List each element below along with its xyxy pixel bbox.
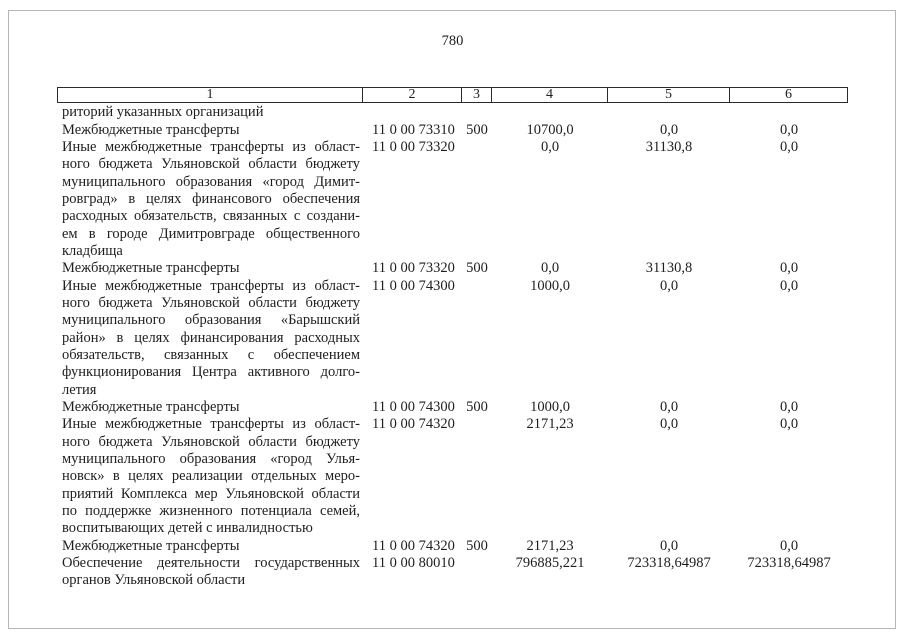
- table-row: [57, 139, 848, 260]
- table-row: [57, 104, 848, 121]
- table-row: [57, 260, 848, 277]
- item-name-line: Иные межбюджетные трансферты из област-: [62, 416, 360, 433]
- item-name-line: новск» в целях реализации отдельных меро-: [62, 468, 360, 485]
- column-number-6: 6: [785, 87, 792, 102]
- item-name: [62, 122, 360, 139]
- column-number-1: 1: [58, 88, 363, 102]
- column-number-5: 5: [608, 88, 730, 102]
- item-name-line: ного бюджета Ульяновской области бюджету: [62, 156, 360, 173]
- item-name: [62, 416, 360, 537]
- column-number-3: 3: [462, 88, 492, 102]
- target-article-code: 11 0 00 74300: [372, 398, 455, 415]
- amount-column-4: 10700,0: [526, 121, 574, 138]
- item-name: [62, 260, 360, 277]
- item-name-line: Иные межбюджетные трансферты из област-: [62, 138, 360, 155]
- item-name-line: органов Ульяновской области: [62, 572, 246, 589]
- table-row: [57, 278, 848, 399]
- item-name-line: летия: [62, 381, 97, 398]
- item-name: [62, 139, 360, 260]
- amount-column-5: 31130,8: [645, 260, 693, 277]
- item-name-line: расходных обязательств, связанных с создани-: [62, 208, 360, 225]
- item-name-line: Межбюджетные трансферты: [62, 121, 240, 138]
- item-name-line: кладбища: [62, 242, 123, 259]
- column-number-2: 2: [363, 88, 462, 102]
- item-name-line: Обеспечение деятельности государственных: [62, 554, 360, 571]
- item-name-line: муниципального образования «город Улья-: [62, 450, 360, 467]
- table-row: [57, 122, 848, 139]
- amount-column-4: 0,0: [540, 138, 560, 155]
- table-body: [57, 104, 848, 589]
- item-name-line: ного бюджета Ульяновской области бюджету: [62, 294, 360, 311]
- amount-column-4: 1000,0: [530, 398, 570, 415]
- amount-column-6: 723318,64987: [747, 554, 831, 571]
- target-article-code: 11 0 00 73310: [372, 121, 455, 138]
- item-name: [62, 278, 360, 399]
- amount-column-4: 1000,0: [530, 277, 570, 294]
- table-row: [57, 555, 848, 590]
- item-name-line: обязательств, связанных с обеспечением: [62, 346, 360, 363]
- amount-column-4: 0,0: [540, 260, 560, 277]
- amount-column-5: 0,0: [659, 537, 679, 554]
- amount-column-4: 2171,23: [526, 416, 574, 433]
- item-name-line: ем в городе Димитровграде общественного: [62, 225, 360, 242]
- item-name-line: Межбюджетные трансферты: [62, 398, 240, 415]
- item-name-line: Межбюджетные трансферты: [62, 260, 240, 277]
- amount-column-6: 0,0: [779, 398, 799, 415]
- item-name-line: район» в целях финансирования расходных: [62, 329, 360, 346]
- amount-column-5: 723318,64987: [627, 554, 711, 571]
- item-name: [62, 555, 360, 590]
- amount-column-5: 31130,8: [645, 138, 693, 155]
- expense-type-code: 500: [466, 398, 488, 415]
- item-name: [62, 538, 360, 555]
- item-name: [62, 399, 360, 416]
- table-row: [57, 538, 848, 555]
- amount-column-6: 0,0: [779, 121, 799, 138]
- column-number-4: 4: [492, 88, 608, 102]
- target-article-code: 11 0 00 74320: [372, 416, 455, 433]
- amount-column-4: 796885,221: [515, 554, 585, 571]
- amount-column-6: 0,0: [779, 537, 799, 554]
- item-name-line: по поддержке жизненного потенциала семей,: [62, 502, 360, 519]
- amount-column-5: 0,0: [659, 398, 679, 415]
- item-name-line: муниципального образования «город Димит-: [62, 173, 360, 190]
- item-name-line: Иные межбюджетные трансферты из област-: [62, 277, 360, 294]
- item-name-line: риторий указанных организаций: [62, 104, 264, 121]
- amount-column-4: 2171,23: [526, 537, 574, 554]
- item-name: [62, 104, 360, 121]
- item-name-line: Межбюджетные трансферты: [62, 537, 240, 554]
- target-article-code: 11 0 00 74320: [372, 537, 455, 554]
- target-article-code: 11 0 00 74300: [372, 277, 455, 294]
- target-article-code: 11 0 00 80010: [372, 554, 455, 571]
- table-row: [57, 399, 848, 416]
- target-article-code: 11 0 00 73320: [372, 138, 455, 155]
- expense-type-code: 500: [466, 121, 488, 138]
- expense-type-code: 500: [466, 260, 488, 277]
- amount-column-6: 0,0: [779, 138, 799, 155]
- target-article-code: 11 0 00 73320: [372, 260, 455, 277]
- item-name-line: приятий Комплекса мер Ульяновской области: [62, 485, 360, 502]
- item-name-line: ного бюджета Ульяновской области бюджету: [62, 433, 360, 450]
- page-number: 780: [441, 33, 464, 49]
- table-header: [57, 87, 848, 103]
- expense-type-code: 500: [466, 537, 488, 554]
- amount-column-6: 0,0: [779, 277, 799, 294]
- amount-column-5: 0,0: [659, 121, 679, 138]
- item-name-line: воспитывающих детей с инвалидностью: [62, 520, 313, 537]
- item-name-line: муниципального образования «Барышский: [62, 312, 360, 329]
- item-name-line: ровград» в целях финансового обеспечения: [62, 190, 360, 207]
- table-row: [57, 416, 848, 537]
- amount-column-5: 0,0: [659, 416, 679, 433]
- amount-column-5: 0,0: [659, 277, 679, 294]
- amount-column-6: 0,0: [779, 416, 799, 433]
- item-name-line: функционирования Центра активного долго-: [62, 364, 360, 381]
- amount-column-6: 0,0: [779, 260, 799, 277]
